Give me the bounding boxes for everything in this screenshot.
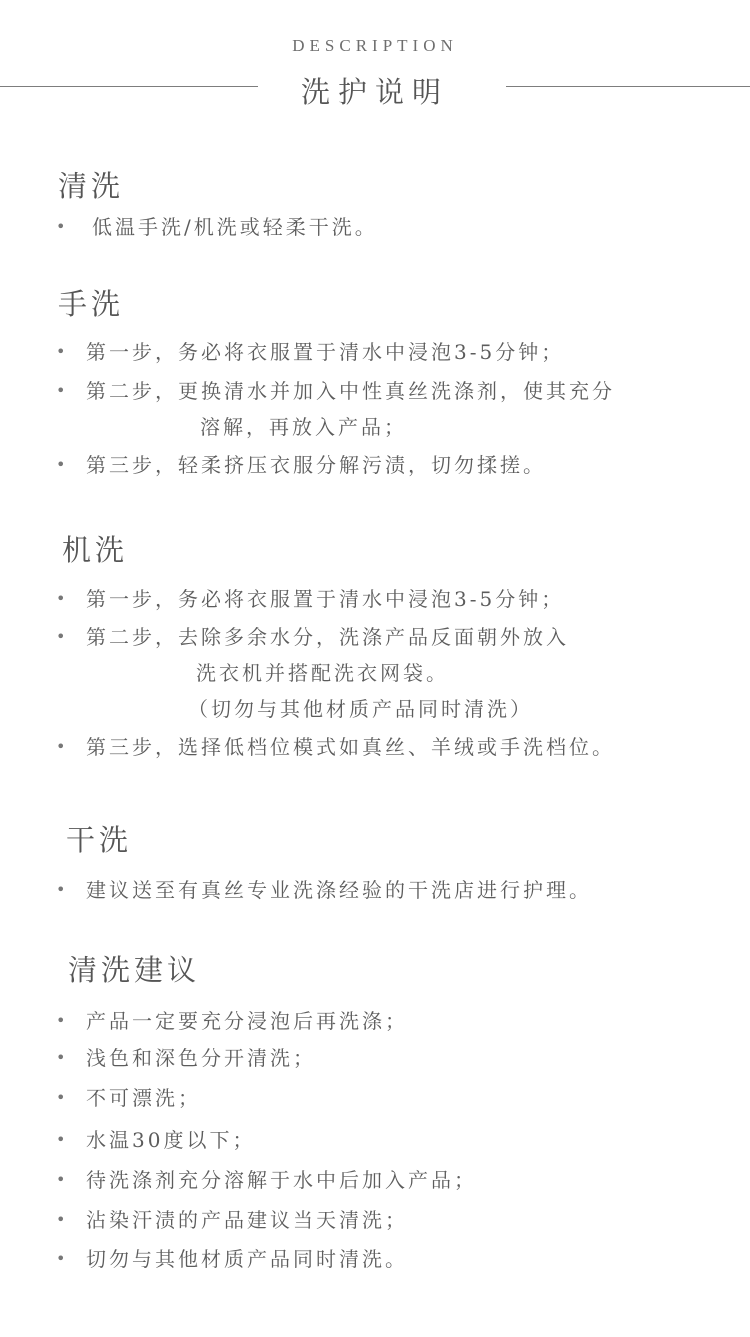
bullet-icon: • xyxy=(56,1011,69,1030)
section-title-machine-wash: 机洗 xyxy=(62,533,129,567)
bullet-icon: • xyxy=(56,1088,69,1107)
bullet-icon: • xyxy=(56,1249,69,1268)
bullet-icon: • xyxy=(56,1130,69,1149)
section-title-dry-clean: 干洗 xyxy=(66,823,133,857)
list-item-continuation: 洗衣机并搭配洗衣网袋。 xyxy=(196,661,449,685)
section-title-cleaning: 清洗 xyxy=(58,169,125,203)
bullet-icon: • xyxy=(56,1210,69,1229)
bullet-icon: • xyxy=(56,381,69,400)
bullet-icon: • xyxy=(56,1170,69,1189)
bullet-icon: • xyxy=(56,627,69,646)
bullet-icon: • xyxy=(56,342,69,361)
list-item-continuation: 溶解，再放入产品； xyxy=(200,415,407,439)
bullet-icon: • xyxy=(56,1048,69,1067)
header-english-title: DESCRIPTION xyxy=(292,36,458,55)
bullet-icon: • xyxy=(56,880,69,899)
bullet-icon: • xyxy=(56,589,69,608)
bullet-icon: • xyxy=(56,737,69,756)
bullet-icon: • xyxy=(56,217,69,236)
bullet-icon: • xyxy=(56,455,69,474)
section-title-hand-wash: 手洗 xyxy=(58,287,125,321)
header-chinese-title: 洗护说明 xyxy=(300,75,449,109)
list-item-continuation: （切勿与其他材质产品同时清洗） xyxy=(188,697,533,721)
section-title-advice: 清洗建议 xyxy=(68,953,201,987)
